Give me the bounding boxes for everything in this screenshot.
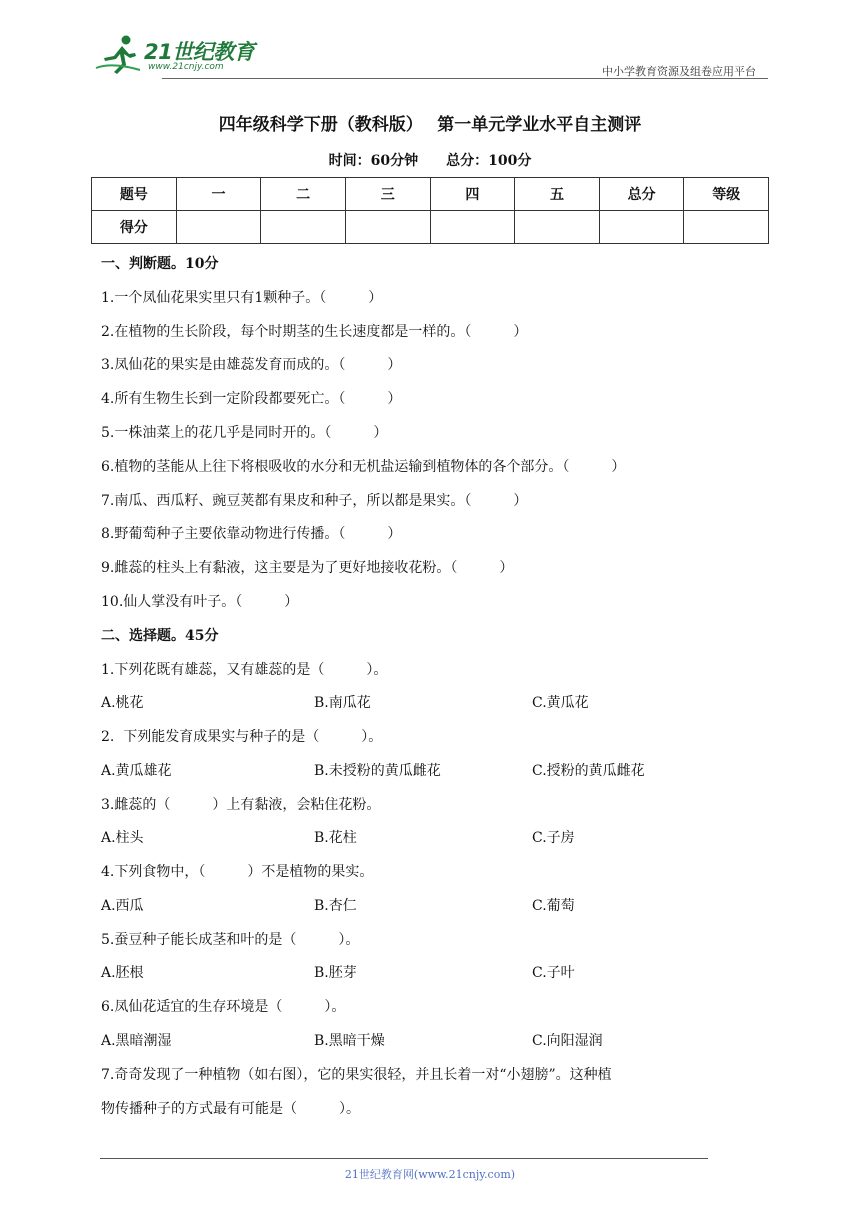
choice-option: B.未授粉的黄瓜雌花	[314, 763, 441, 779]
score-table	[91, 177, 769, 244]
score-cell[interactable]	[176, 211, 261, 244]
score-cell[interactable]	[515, 211, 600, 244]
score-table-header-row	[92, 178, 769, 211]
section-heading-true-false: 一、判断题。10分	[101, 256, 219, 272]
question-item: 5.一株油菜上的花几乎是同时开的。（ ）	[101, 425, 388, 441]
question-item: 10.仙人掌没有叶子。（ ）	[101, 594, 299, 610]
footer-divider	[100, 1158, 708, 1159]
question-item: 4.所有生物生长到一定阶段都要死亡。（ ）	[101, 391, 402, 407]
question-item: 3.凤仙花的果实是由雄蕊发育而成的。（ ）	[101, 357, 402, 373]
logo-text: 21世纪教育	[144, 40, 255, 64]
page-title: 四年级科学下册（教科版） 第一单元学业水平自主测评	[218, 115, 642, 135]
choice-option: A.黄瓜雄花	[101, 763, 172, 779]
runner-logo-icon	[92, 32, 144, 76]
choice-option: C.向阳湿润	[532, 1033, 603, 1049]
choice-option: C.子房	[532, 830, 575, 846]
score-header-cell: 三	[345, 178, 430, 211]
choice-question: 1.下列花既有雄蕊，又有雄蕊的是（ ）。	[101, 662, 388, 678]
score-header-cell: 总分	[599, 178, 684, 211]
choice-question: 7.奇奇发现了一种植物（如右图），它的果实很轻，并且长着一对“小翅膀”。这种植	[101, 1067, 612, 1083]
question-item: 2.在植物的生长阶段，每个时期茎的生长速度都是一样的。（ ）	[101, 324, 528, 340]
choice-question: 2. 下列能发育成果实与种子的是（ ）。	[101, 729, 383, 745]
choice-option: B.杏仁	[314, 898, 357, 914]
score-header-cell: 五	[515, 178, 600, 211]
choice-option: A.黑暗潮湿	[101, 1033, 172, 1049]
question-item: 9.雌蕊的柱头上有黏液，这主要是为了更好地接收花粉。（ ）	[101, 560, 514, 576]
score-cell[interactable]	[599, 211, 684, 244]
platform-label: 中小学教育资源及组卷应用平台	[602, 65, 756, 78]
choice-option: A.柱头	[101, 830, 144, 846]
choice-option: C.葡萄	[532, 898, 575, 914]
choice-option: A.西瓜	[101, 898, 144, 914]
score-cell[interactable]	[345, 211, 430, 244]
choice-question: 5.蚕豆种子能长成茎和叶的是（ ）。	[101, 932, 360, 948]
score-cell[interactable]	[684, 211, 769, 244]
score-header-cell: 一	[176, 178, 261, 211]
logo-url: www.21cnjy.com	[148, 62, 224, 72]
score-cell[interactable]	[430, 211, 515, 244]
header-divider	[162, 78, 768, 79]
choice-option: A.胚根	[101, 965, 144, 981]
score-row-label: 得分	[92, 211, 177, 244]
question-item: 8.野葡萄种子主要依靠动物进行传播。（ ）	[101, 526, 402, 542]
choice-question: 4.下列食物中，（ ）不是植物的果实。	[101, 864, 374, 880]
question-item: 7.南瓜、西瓜籽、豌豆荚都有果皮和种子，所以都是果实。（ ）	[101, 493, 528, 509]
exam-time-score: 时间：60分钟 总分：100分	[328, 153, 532, 169]
score-header-cell: 题号	[92, 178, 177, 211]
choice-option: B.花柱	[314, 830, 357, 846]
choice-option: A.桃花	[101, 695, 144, 711]
page-header	[92, 30, 768, 80]
question-item: 1.一个凤仙花果实里只有1颗种子。（ ）	[101, 290, 383, 306]
choice-option: C.子叶	[532, 965, 575, 981]
choice-question: 6.凤仙花适宜的生存环境是（ ）。	[101, 999, 346, 1015]
choice-option: B.黑暗干燥	[314, 1033, 385, 1049]
section-heading-multiple-choice: 二、选择题。45分	[101, 628, 219, 644]
choice-question: 3.雌蕊的（ ）上有黏液，会粘住花粉。	[101, 797, 381, 813]
choice-question-continued: 物传播种子的方式最有可能是（ ）。	[101, 1101, 360, 1117]
score-header-cell: 二	[261, 178, 346, 211]
choice-option: B.胚芽	[314, 965, 357, 981]
choice-option: C.黄瓜花	[532, 695, 589, 711]
score-table-score-row	[92, 211, 769, 244]
question-item: 6.植物的茎能从上往下将根吸收的水分和无机盐运输到植物体的各个部分。（ ）	[101, 459, 626, 475]
score-cell[interactable]	[261, 211, 346, 244]
footer-link[interactable]: 21世纪教育网(www.21cnjy.com)	[344, 1168, 516, 1181]
choice-option: C.授粉的黄瓜雌花	[532, 763, 645, 779]
score-header-cell: 四	[430, 178, 515, 211]
choice-option: B.南瓜花	[314, 695, 371, 711]
score-header-cell: 等级	[684, 178, 769, 211]
logo	[92, 32, 262, 76]
